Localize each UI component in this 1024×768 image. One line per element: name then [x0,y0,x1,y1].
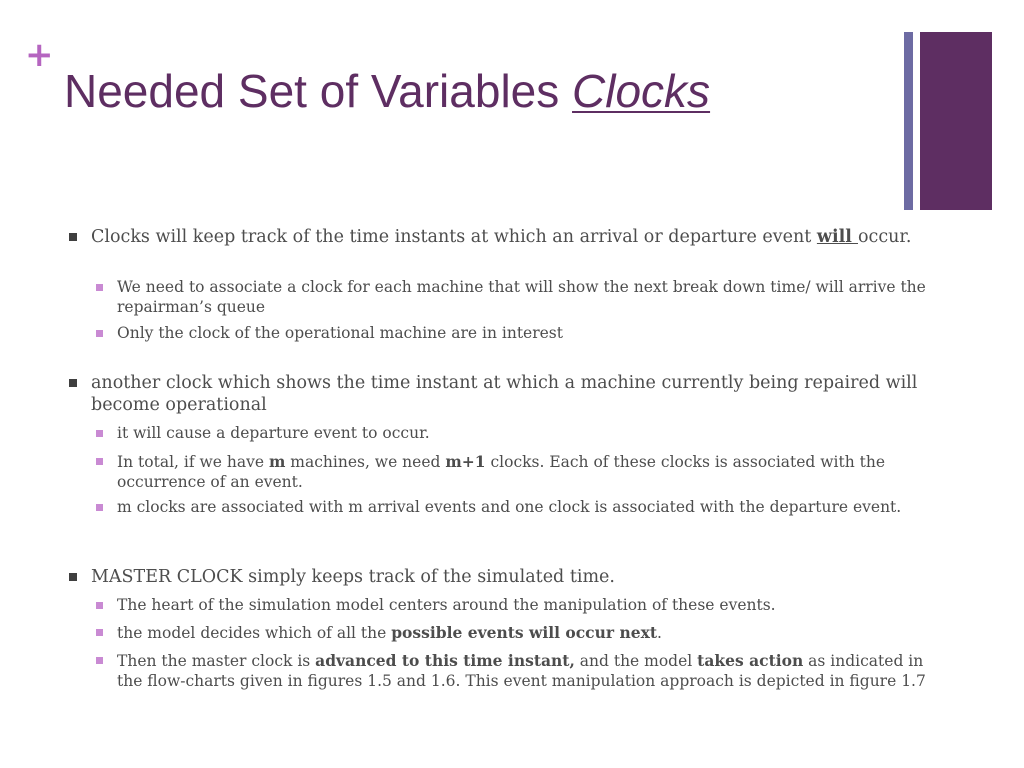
decor-bar-thin [904,32,913,210]
bullet-square [69,233,77,241]
bullet-square [69,573,77,581]
title-emphasis: Clocks [572,65,711,117]
decor-bar-thick [920,32,992,210]
sub-bullet-square [96,602,103,609]
sub-bullet-departure: it will cause a departure event to occur. [117,424,947,444]
sub-bullet-square [96,330,103,337]
sub-bullet-square [96,458,103,465]
bullet-square [69,379,77,387]
bullet-clocks: Clocks will keep track of the time instants at which an arrival or departure event will occur. [91,226,941,248]
bullet-repair-clock: another clock which shows the time instant at which a machine currently being repaired will become operational [91,372,941,416]
sub-bullet-square [96,430,103,437]
plus-icon: + [25,35,54,75]
sub-bullet-square [96,629,103,636]
will-emphasis: will [816,227,858,247]
sub-bullet-m-clocks: m clocks are associated with m arrival events and one clock is associated with the departure event. [117,498,947,518]
title-main: Needed Set of Variables [64,65,573,117]
sub-bullet-operational: Only the clock of the operational machine are in interest [117,324,947,344]
sub-bullet-advance: Then the master clock is advanced to this time instant, and the model takes action as indicated in the flow-charts given in figures 1.5 and 1.6. This event manipulation approach is depicted in figure 1.7 [117,651,947,691]
sub-bullet-machine-clock: We need to associate a clock for each machine that will show the next break down time/ will arrive the repairman’s queue [117,278,947,317]
sub-bullet-total: In total, if we have m machines, we need m+1 clocks. Each of these clocks is associated with the occurrence of an event. [117,452,947,492]
sub-bullet-square [96,657,103,664]
sub-bullet-decides: the model decides which of all the possible events will occur next. [117,623,947,644]
slide-title [64,66,710,117]
sub-bullet-square [96,504,103,511]
sub-bullet-square [96,284,103,291]
bullet-master-clock: MASTER CLOCK simply keeps track of the simulated time. [91,566,941,588]
sub-bullet-heart: The heart of the simulation model centers around the manipulation of these events. [117,596,947,616]
